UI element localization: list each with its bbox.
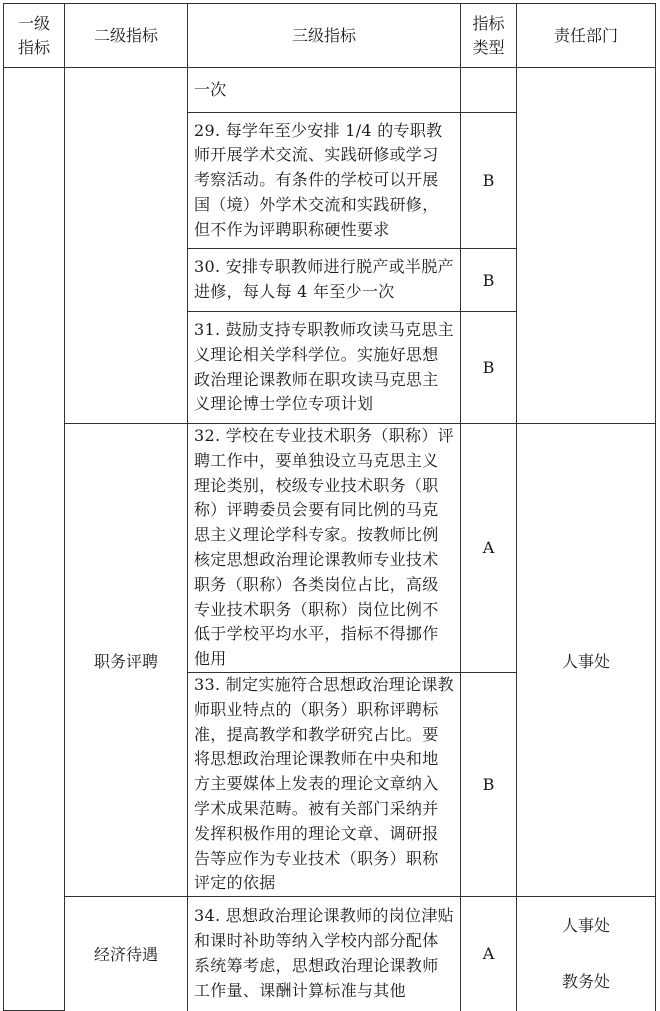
level3-cell: 31. 鼓励支持专职教师攻读马克思主义理论相关学科学位。实施好思想政治理论课教师在职攻读马克思主义理论博士学位专项计划: [188, 312, 461, 424]
level1-cell: [4, 68, 65, 1011]
level3-cell: 29. 每学年至少安排 1/4 的专职教师开展学术交流、实践研修或学习考察活动。有条件的学校可以开展国（境）外学术交流和实践研修，但不作为评聘职称硬性要求: [188, 113, 461, 249]
level2-cell-continued: [65, 68, 188, 424]
type-cell: B: [461, 113, 517, 249]
type-cell: A: [461, 424, 517, 673]
type-cell: A: [461, 897, 517, 1011]
level3-cell: 33. 制定实施符合思想政治理论课教师职业特点的（职务）职称评聘标准，提高教学和教学研究占比。要将思想政治理论课教师在中央和地方主要媒体上发表的理论文章纳入学术成果范畴。被有关部门采纳并发挥积极作用的理论文章、调研报告等应作为专业技术（职务）职称评定的依据: [188, 672, 461, 896]
level3-cell: 34. 思想政治理论课教师的岗位津贴和课时补助等纳入学校内部分配体系统筹考虑，思想政治理论课教师工作量、课酬计算标准与其他: [188, 897, 461, 1011]
table-row: [4, 424, 656, 673]
type-cell: [461, 68, 517, 113]
level2-cell-zhiwu: 职务评聘: [65, 424, 188, 897]
indicator-table: [3, 3, 656, 1011]
header-level3: 三级指标: [188, 4, 461, 68]
dept-name: 人事处: [561, 915, 610, 935]
type-cell: B: [461, 312, 517, 424]
header-dept: 责任部门: [517, 4, 656, 68]
header-level2: 二级指标: [65, 4, 188, 68]
header-level1: 一级 指标: [4, 4, 65, 68]
dept-cell-jingji: [517, 897, 656, 1011]
level2-cell-jingji: 经济待遇: [65, 897, 188, 1011]
header-row: [4, 4, 656, 68]
type-cell: B: [461, 672, 517, 896]
table-row: [4, 68, 656, 113]
level3-cell: 32. 学校在专业技术职务（职称）评聘工作中，要单独设立马克思主义理论类别，校级专业技术职务（职称）评聘委员会要有同比例的马克思主义理论学科专家。按教师比例核定思想政治理论课教师专业技术职务（职称）各类岗位占比，高级专业技术职务（职称）岗位比例不低于学校平均水平，指标不得挪作他用: [188, 424, 461, 673]
dept-cell-zhiwu: 人事处: [517, 424, 656, 897]
dept-cell-continued: [517, 68, 656, 424]
dept-name: 教务处: [561, 971, 610, 991]
header-type: 指标 类型: [461, 4, 517, 68]
type-cell: B: [461, 249, 517, 312]
level3-cell: 一次: [188, 68, 461, 113]
table-row: [4, 897, 656, 1011]
level3-cell: 30. 安排专职教师进行脱产或半脱产进修，每人每 4 年至少一次: [188, 249, 461, 312]
